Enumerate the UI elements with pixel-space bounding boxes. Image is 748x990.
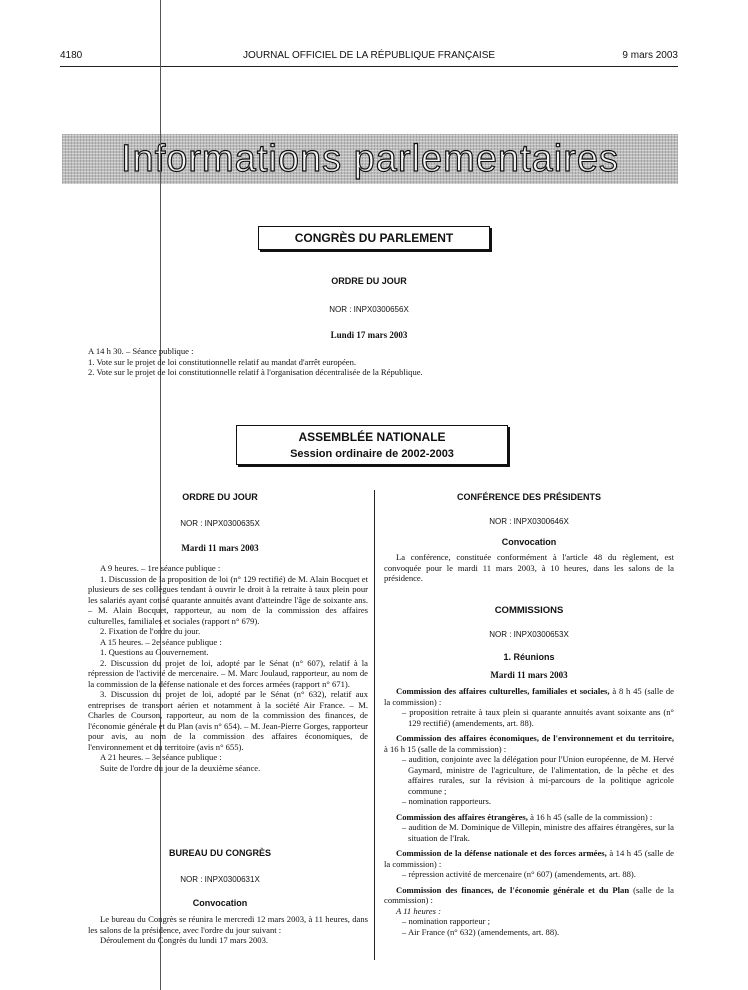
c4-rest: à 14 h 45 (salle de la commission) : — [384, 848, 674, 869]
congres-box — [258, 226, 490, 250]
bureau-nor: NOR : INPX0300631X — [180, 875, 260, 884]
conf-nor: NOR : INPX0300646X — [489, 517, 569, 526]
bureau-p2: Déroulement du Congrès du lundi 17 mars 2003. — [100, 935, 269, 945]
congres-box-title: CONGRÈS DU PARLEMENT — [294, 231, 454, 245]
column-rule — [374, 490, 375, 960]
seance-2-item-2: 2. Discussion du projet de loi, adopté par le Sénat (n° 607), relatif à la répression de l'activité de mercenaire. – M. Marc Joulaud, rapporteur, au nom de la commission de la défense nationale et des forces armées (rapport n° 671). — [88, 657, 368, 689]
congres-date: Lundi 17 mars 2003 — [330, 330, 408, 340]
congres-nor: NOR : INPX0300656X — [329, 305, 409, 314]
seance-2-item-1: 1. Questions au Gouvernement. — [100, 647, 209, 657]
seance-3-label: A 21 heures. – 3e séance publique : — [100, 752, 222, 762]
banner-title: Informations parlementaires — [121, 137, 619, 180]
seance-2-label: A 15 heures. – 2e séance publique : — [100, 636, 222, 647]
conf-sub: Convocation — [501, 537, 557, 547]
conf-heading: CONFÉRENCE DES PRÉSIDENTS — [456, 492, 602, 502]
page-number: 4180 — [60, 50, 83, 61]
comm-sub: 1. Réunions — [503, 652, 555, 662]
c5-item-1: – nomination rapporteur ; — [402, 916, 491, 926]
c4-item-1: – répression activité de mercenaire (n° 607) (amendements, art. 88). — [402, 869, 636, 879]
c5-item-2: – Air France (n° 632) (amendements, art. 88). — [402, 926, 560, 937]
c1-rest: à 8 h 45 (salle de la commission) : — [384, 686, 674, 707]
comm-nor: NOR : INPX0300653X — [489, 630, 569, 639]
assemblee-box — [236, 425, 508, 465]
conf-text — [384, 552, 674, 584]
seance-1-label: A 9 heures. – 1re séance publique : — [100, 563, 221, 573]
bureau-heading: BUREAU DU CONGRÈS — [168, 848, 271, 858]
c5-rest: (salle de la commission) : — [384, 884, 674, 905]
bureau-p1: Le bureau du Congrès se réunira le mercredi 12 mars 2003, à 11 heures, dans les salons de la présidence, avec l'ordre du jour suivant : — [88, 914, 368, 935]
c2-rest: à 16 h 15 (salle de la commission) : — [384, 743, 507, 754]
issue-date: 9 mars 2003 — [622, 50, 678, 61]
seance-1-item-1: 1. Discussion de la proposition de loi (n° 129 rectifié) de M. Alain Bocquet et plusieurs de ses collègues tendant à ouvrir le droit à la retraite à taux plein pour les salariés ayant cotisé quarante annuités avant d'atteindre l'âge de soixante ans. – M. Alain Bocquet, rapporteur, au nom de la commission des affaires culturelles, familiales et sociales (rapport n° 679). — [88, 573, 368, 626]
c2-item-1: – audition, conjointe avec la délégation pour l'Union européenne, de M. Hervé Gaymard, ministre de l'agriculture, de l'alimentation, de la pêche et des affaires rurales, sur la révision à mi-parcours de la politique agricole commune ; — [402, 754, 674, 796]
congres-line-1: A 14 h 30. – Séance publique : — [88, 346, 194, 356]
header-rule — [60, 66, 678, 67]
c5-title: Commission des finances, de l'économie générale et du Plan — [396, 884, 630, 895]
c4-title: Commission de la défense nationale et des forces armées, — [396, 848, 607, 858]
c2-title: Commission des affaires économiques, de l'environnement et du territoire, — [396, 733, 674, 743]
c5-time: A 11 heures : — [396, 905, 441, 916]
bureau-text — [88, 914, 368, 946]
assemblee-box-title: ASSEMBLÉE NATIONALE — [298, 430, 446, 444]
comm-date: Mardi 11 mars 2003 — [490, 670, 568, 680]
c3-title: Commission des affaires étrangères, — [396, 811, 528, 822]
congres-agenda — [88, 346, 648, 378]
seance-2-item-3: 3. Discussion du projet de loi, adopté par le Sénat (n° 632), relatif aux entreprises de transport aérien et notamment à la société Air France. – M. Charles de Courson, rapporteur, au nom de la commission des finances, de l'économie générale et du Plan (avis n° 654). – M. Jean-Pierre Gorges, rapporteur pour avis, au nom de la commission des affaires économiques, de l'environnement et du territoire (avis n° 655). — [88, 689, 368, 752]
seance-1-item-2: 2. Fixation de l'ordre du jour. — [100, 626, 201, 636]
commissions-list — [384, 686, 674, 937]
ordre-date: Mardi 11 mars 2003 — [181, 543, 259, 553]
ordre-agenda — [88, 563, 368, 773]
c3-rest: à 16 h 45 (salle de la commission) : — [530, 811, 653, 822]
bureau-sub: Convocation — [192, 898, 248, 908]
c1-title: Commission des affaires culturelles, familiales et sociales, — [396, 686, 610, 696]
c3-item-1: – audition de M. Dominique de Villepin, ministre des affaires étrangères, sur la situation de l'Irak. — [402, 822, 674, 843]
assemblee-box-subtitle: Session ordinaire de 2002-2003 — [290, 448, 454, 460]
comm-heading: COMMISSIONS — [494, 605, 564, 616]
seance-3-text: Suite de l'ordre du jour de la deuxième séance. — [100, 762, 261, 773]
c1-item-1: – proposition retraite à taux plein si quarante annuités avant soixante ans (n° 129 rectifié) (amendements, art. 88). — [402, 707, 674, 728]
congres-line-2: 1. Vote sur le projet de loi constitutionnelle relatif au mandat d'arrêt européen. — [88, 356, 357, 367]
ordre-heading: ORDRE DU JOUR — [182, 492, 258, 502]
congres-line-3: 2. Vote sur le projet de loi constitutionnelle relatif à l'organisation décentralisée de la République. — [88, 367, 423, 377]
conf-paragraph: La conférence, constituée conformément à l'article 48 du règlement, est convoquée pour le mardi 11 mars 2003, à 10 heures, dans les salons de la présidence. — [384, 552, 674, 583]
congres-heading: ORDRE DU JOUR — [331, 276, 407, 286]
ordre-nor: NOR : INPX0300635X — [180, 519, 260, 528]
c2-item-2: – nomination rapporteurs. — [402, 796, 492, 806]
section-banner — [62, 134, 678, 184]
journal-title: JOURNAL OFFICIEL DE LA RÉPUBLIQUE FRANÇAISE — [242, 50, 496, 61]
